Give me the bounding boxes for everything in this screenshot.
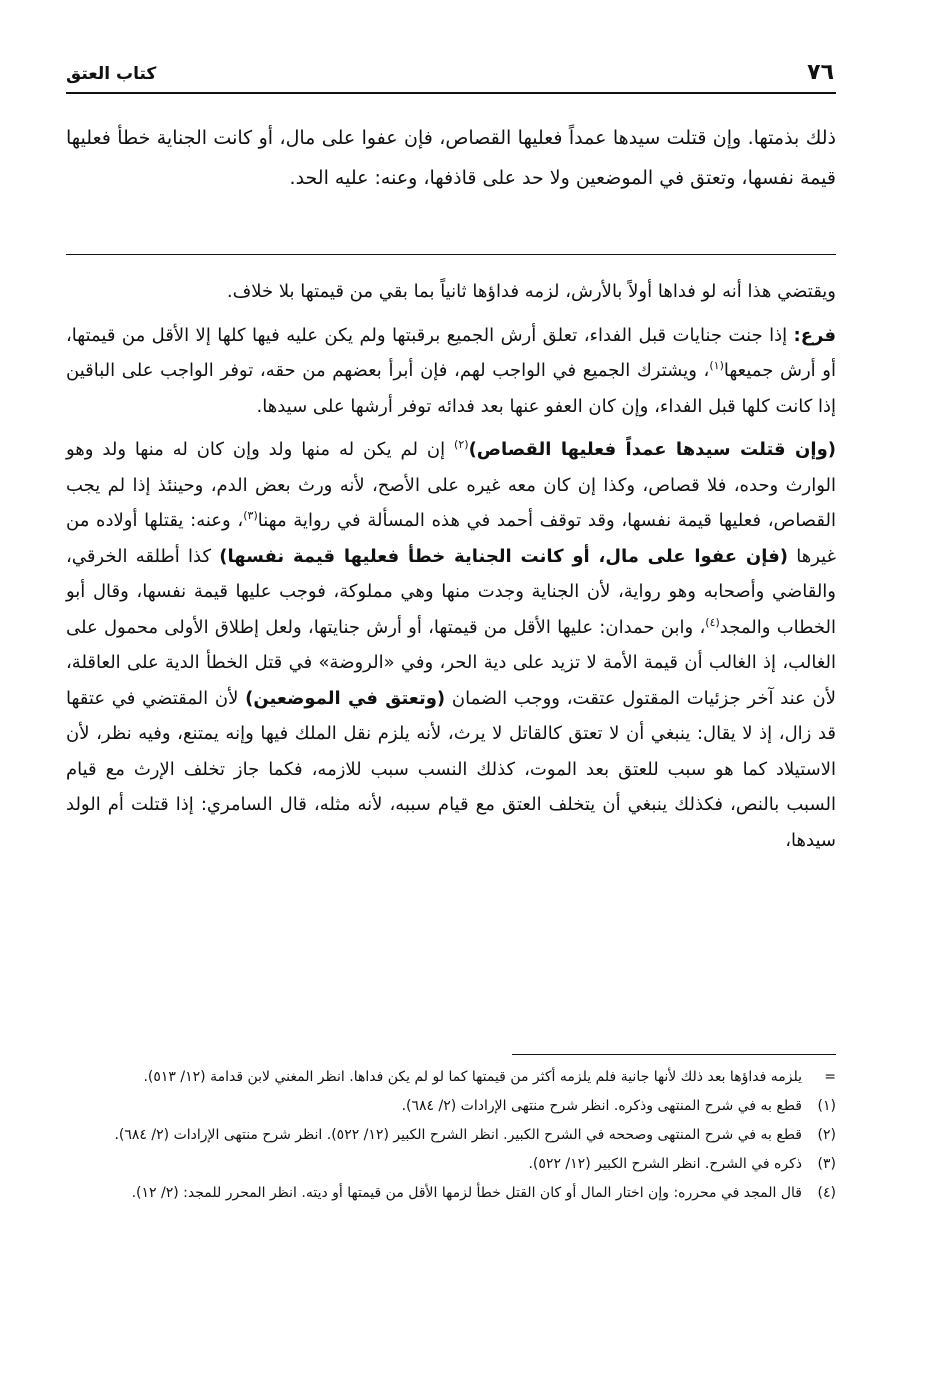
footnote-ref-4[interactable]: (٤) xyxy=(705,615,720,629)
footnote xyxy=(66,1122,836,1149)
text-separator-rule xyxy=(66,254,836,255)
footnote-rule xyxy=(512,1054,836,1055)
footnote-text: يلزمه فداؤها بعد ذلك لأنها جانية فلم يلزمه أكثر من قيمتها كما لو لم يكن فداها. انظر المغني لابن قدامة (١٢/ ٥١٣). xyxy=(143,1069,802,1085)
main-text-paragraph: ذلك بذمتها. وإن قتلت سيدها عمداً فعليها القصاص، فإن عفوا على مال، أو كانت الجناية خطأ فعليها قيمة نفسها، وتعتق في الموضعين ولا حد على قاذفها، وعنه: عليه الحد. xyxy=(66,127,836,189)
footnote xyxy=(66,1180,836,1207)
footnote-mark: (١) xyxy=(817,1098,836,1114)
footnote xyxy=(66,1064,836,1091)
footnote-text: قال المجد في محرره: وإن اختار المال أو كان القتل خطأ لزمها الأقل من قيمتها أو ديته. انظر المحرر للمجد: (٢/ ١٢). xyxy=(131,1185,802,1201)
header-rule xyxy=(66,92,836,94)
footnote-mark: = xyxy=(824,1069,836,1085)
quoted-matn: (وتعتق في الموضعين) xyxy=(245,687,446,709)
main-text xyxy=(66,118,836,198)
quoted-matn: (فإن عفوا على مال، أو كانت الجناية خطأ فعليها قيمة نفسها) xyxy=(219,545,788,567)
commentary-paragraph-3: (وإن قتلت سيدها عمداً فعليها القصاص)$^{(٢)}$ إن لم يكن له منها ولد وإن كان له منها ولد وهو الوارث وحده، فلا قصاص، وكذا إن كان معه غيره على الأصح، لأنه ورث بعض الدم، وحينئذ إذا لم يجب القصاص، فعليها قيمة نفسها، وقد توقف أحمد في هذه المسألة في رواية مهنا$^{(٣)}$، وعنه: يقتلها أولاده من غيرها (فإن عفوا على مال، أو كانت الجناية خطأ فعليها قيمة نفسها) كذا أطلقه الخرقي، والقاضي وأصحابه وهو رواية، لأن الجناية وجدت منها وهي مملوكة، فوجب عليها قيمة نفسها، وقال أبو الخطاب والمجد$^{(٤)}$، وابن حمدان: عليها الأقل من قيمتها، أو أرش جنايتها، ولعل إطلاق الأولى محمول على الغالب، إذ الغالب أن قيمة الأمة لا تزيد على دية الحر، وفي «الروضة» في قتل الخطأ الدية على العاقلة، لأن عند آخر جزئيات المقتول عتقت، ووجب الضمان (وتعتق في الموضعين) لأن المقتضي في عتقها قد زال، إذ لا يقال: ينبغي أن لا تعتق كالقاتل لا يرث، لأنه يلزم نقل الملك فيها وإنه يمتنع، وفيه نظر، لأن الاستيلاد كما هو سبب للعتق بعد الموت، كذلك النسب سبب للازمه، فكما جاز تخلف الإرث مع قيام السبب بالنص، فكذلك ينبغي أن يتخلف العتق مع قيام سببه، لأنه مثله، قال السامري: إذا قتلت أم الولد سيدها، xyxy=(66,438,837,851)
footnote-mark: (٣) xyxy=(817,1156,836,1172)
footnote-ref-3[interactable]: (٣) xyxy=(243,509,258,522)
page-header xyxy=(66,58,834,88)
commentary-paragraph-2: فرع: إذا جنت جنايات قبل الفداء، تعلق أرش الجميع برقبتها ولم يكن عليه فيها كلها إلا الأقل من قيمتها، أو أرش جميعها$^{(١)}$، ويشترك الجميع في الواجب لهم، فإن أبرأ بعضهم من حقه، توفر الواجب على الباقين إذا كانت كلها قبل الفداء، وإن كان العفو عنها بعد فدائه توفر أرشها على سيدها. xyxy=(66,324,836,417)
commentary xyxy=(66,274,836,866)
footnote xyxy=(66,1151,836,1178)
footnote-text: ذكره في الشرح. انظر الشرح الكبير (١٢/ ٥٢٢). xyxy=(528,1156,802,1172)
commentary-paragraph-1: ويقتضي هذا أنه لو فداها أولاً بالأرش، لزمه فداؤها ثانياً بما بقي من قيمتها بلا خلاف. xyxy=(226,281,836,302)
footnote xyxy=(66,1093,836,1120)
footnote-mark: (٢) xyxy=(817,1127,836,1143)
page-number: ٧٦ xyxy=(807,60,834,85)
footnotes xyxy=(66,1064,836,1209)
footnote-text: قطع به في شرح المنتهى وذكره. انظر شرح منتهى الإرادات (٢/ ٦٨٤). xyxy=(401,1098,802,1114)
quoted-matn: (وإن قتلت سيدها عمداً فعليها القصاص) xyxy=(468,439,836,460)
branch-label: فرع: xyxy=(793,324,836,346)
running-title: كتاب العتق xyxy=(66,64,157,84)
footnote-text: قطع به في شرح المنتهى وصححه في الشرح الكبير. انظر الشرح الكبير (١٢/ ٥٢٢). انظر شرح منتهى الإرادات (٢/ ٦٨٤). xyxy=(114,1127,802,1143)
footnote-ref-2[interactable]: (٢) xyxy=(454,438,469,451)
footnote-mark: (٤) xyxy=(817,1185,836,1201)
footnote-ref-1[interactable]: (١) xyxy=(709,359,724,372)
